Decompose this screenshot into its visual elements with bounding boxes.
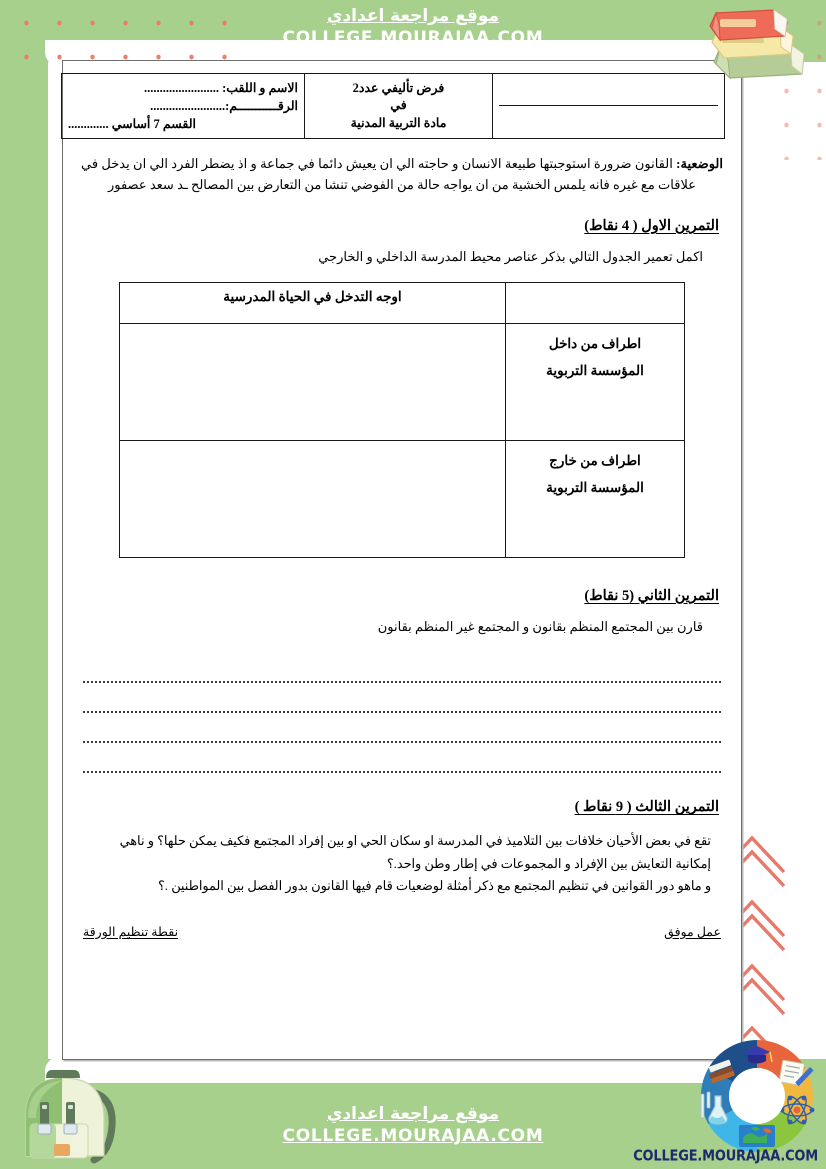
exam-title-line1: فرض تأليفي عدد2	[352, 80, 445, 95]
id-blank-cell-bottom	[499, 106, 718, 135]
id-blank-cell-top	[499, 77, 718, 106]
row-label-line1: اطراف من خارج	[549, 452, 641, 468]
row-label-line2: المؤسسة التربوية	[546, 362, 644, 378]
table-row-label-internal	[506, 323, 685, 440]
identification-table	[61, 73, 725, 139]
site-header-url[interactable]: COLLEGE.MOURAJAA.COM	[282, 28, 544, 49]
student-class-field[interactable]: القسم 7 أساسي .............	[68, 117, 196, 132]
row-label-line2: المؤسسة التربوية	[546, 479, 644, 495]
exercise3-line3: و ماهو دور القوانين في تنظيم المجتمع مع ذكر أمثلة لوضعيات قام فيها القانون بدور الفصل بين المواطنين .؟	[158, 879, 711, 894]
id-blank-column	[493, 74, 725, 139]
answer-line[interactable]	[83, 683, 721, 713]
site-header-branding	[0, 6, 826, 49]
situation-paragraph	[81, 153, 723, 196]
table-row	[120, 323, 685, 440]
table-header-row	[120, 282, 685, 323]
table-row	[120, 440, 685, 557]
exercise3-heading: التمرين الثالث ( 9 نقاط )	[574, 799, 719, 816]
site-footer-url[interactable]: COLLEGE.MOURAJAA.COM	[282, 1125, 544, 1146]
student-name-field[interactable]: الاسم و اللقب: ........................	[144, 80, 298, 95]
exercise3-line1: تقع في بعض الأحيان خلافات بين التلاميذ في المدرسة او سكان الحي او بين إفراد المجتمع فكيف يمكن حلها؟ و ناهي	[119, 834, 711, 849]
exercise3-body	[85, 830, 711, 897]
situation-text: القانون ضرورة استوجبتها طبيعة الانسان و حاجته الي ان يعيش دائما في جماعة و اذ يضطر الفرد الي ان يدخل في علاقات مع غيره فانه يلمس الخشية من ان يواجه حالة من الفوضي تنشا من التعارض بين المصالح ـد سعد عصفور	[81, 156, 696, 193]
good-luck-note: عمل موفق	[664, 924, 721, 939]
table-header-blank	[506, 282, 685, 323]
exercise1-instruction: اكمل تعمير الجدول التالي بذكر عناصر محيط المدرسة الداخلي و الخارجي	[318, 248, 703, 264]
answer-line[interactable]	[83, 743, 721, 773]
answer-line[interactable]	[83, 713, 721, 743]
table-answer-cell-external[interactable]	[120, 440, 506, 557]
exam-title-line2: في	[390, 98, 407, 113]
site-footer-branding	[0, 1104, 826, 1147]
answer-line[interactable]	[83, 653, 721, 683]
exercise1-heading: التمرين الاول ( 4 نقاط)	[584, 217, 719, 234]
exam-title-line3: مادة التربية المدنية	[350, 115, 447, 130]
situation-label: الوضعية:	[676, 156, 723, 171]
corner-watermark: COLLEGE.MOURAJAA.COM	[633, 1147, 818, 1165]
worksheet-page	[62, 60, 742, 1060]
exercise2-instruction: قارن بين المجتمع المنظم بقانون و المجتمع غير المنظم بقانون	[377, 618, 703, 634]
site-footer-arabic: موقع مراجعة اعدادي	[326, 1103, 500, 1124]
exercise1-table	[119, 282, 685, 558]
presentation-mark-note: نقطة تنظيم الورقة	[83, 924, 179, 939]
footer-band-notch	[45, 1057, 785, 1083]
left-green-bar	[0, 0, 48, 1169]
closing-notes	[83, 924, 721, 940]
site-header-arabic: موقع مراجعة اعدادي	[326, 6, 500, 26]
exercise3-line2: إمكانية التعايش بين الإفراد و المجموعات في إطار وطن واحد.؟	[386, 856, 711, 871]
student-number-field[interactable]: الرقـــــــــــم:........................	[150, 98, 298, 113]
row-label-line1: اطراف من داخل	[548, 335, 642, 351]
exercise2-heading: التمرين الثاني (5 نقاط)	[584, 587, 719, 604]
table-answer-cell-internal[interactable]	[120, 323, 506, 440]
exam-title-cell	[305, 74, 493, 139]
student-info-cell	[62, 74, 305, 139]
exercise2-answer-lines	[83, 653, 721, 773]
table-header-title: اوجه التدخل في الحياة المدرسية	[120, 282, 506, 323]
table-row-label-external	[506, 440, 685, 557]
